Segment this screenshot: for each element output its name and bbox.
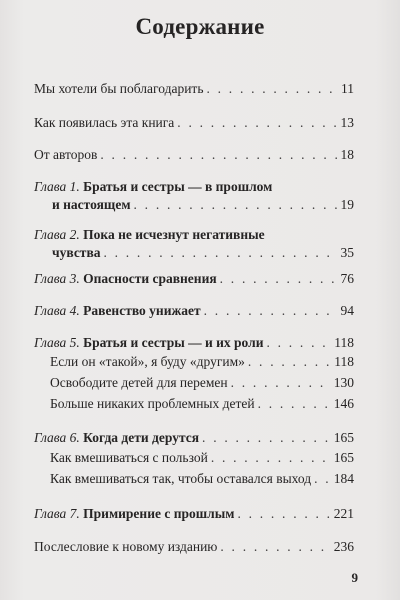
toc-page-number: 130 xyxy=(333,375,354,390)
dot-leader xyxy=(314,470,331,488)
toc-chapter-entry xyxy=(34,226,354,262)
toc-entry-title-cont: и настоящем xyxy=(52,197,131,212)
toc-page-number: 35 xyxy=(340,245,354,260)
toc-entry xyxy=(34,114,354,132)
toc-entry-title: Мы хотели бы поблагодарить xyxy=(34,81,204,96)
toc-chapter-entry xyxy=(34,334,354,352)
page-title: Содержание xyxy=(135,14,265,39)
dot-leader xyxy=(248,353,331,371)
toc-entry-title: От авторов xyxy=(34,147,98,162)
toc-entry-title: Братья и сестры — в прошлом xyxy=(83,179,273,194)
toc-entry-title: Опасности сравнения xyxy=(83,271,217,286)
toc-subentry xyxy=(50,470,354,488)
toc-subentry xyxy=(50,353,354,371)
toc-entry-title: Примирение с прошлым xyxy=(83,506,235,521)
toc-page-number: 184 xyxy=(333,471,354,486)
dot-leader xyxy=(237,505,330,523)
toc-chapter-entry xyxy=(34,302,354,320)
toc-entry-title: Если он «такой», я буду «другим» xyxy=(50,354,245,369)
toc-page-number: 94 xyxy=(340,303,354,318)
dot-leader xyxy=(220,270,338,288)
toc-page-number: 118 xyxy=(334,335,354,350)
toc-entry-title: Как появилась эта книга xyxy=(34,115,175,130)
chapter-number: Глава 7. xyxy=(34,506,80,521)
chapter-number: Глава 4. xyxy=(34,303,80,318)
toc-chapter-entry xyxy=(34,178,354,214)
toc-page-number: 76 xyxy=(340,271,354,286)
dot-leader xyxy=(266,334,331,352)
dot-leader xyxy=(134,196,338,214)
toc-chapter-entry xyxy=(34,429,354,447)
dot-leader xyxy=(231,374,331,392)
dot-leader xyxy=(220,538,330,556)
toc-entry xyxy=(34,80,354,98)
dot-leader xyxy=(258,395,331,413)
toc-entry-title: Как вмешиваться так, чтобы оставался выход xyxy=(50,471,312,486)
toc-page-number: 236 xyxy=(333,539,354,554)
toc-entry-title-cont: чувства xyxy=(52,245,101,260)
chapter-number: Глава 1. xyxy=(34,179,80,194)
toc-chapter-entry xyxy=(34,505,354,523)
toc-entry xyxy=(34,146,354,164)
toc-subentry xyxy=(50,449,354,467)
toc-page-number: 13 xyxy=(340,115,354,130)
dot-leader xyxy=(211,449,331,467)
dot-leader xyxy=(202,429,331,447)
toc-page-number: 165 xyxy=(333,430,354,445)
toc-entry-title: Пока не исчезнут негативные xyxy=(83,227,265,242)
dot-leader xyxy=(207,80,339,98)
toc-entry-title: Когда дети дерутся xyxy=(83,430,200,445)
toc-subentry xyxy=(50,395,354,413)
page-number: 9 xyxy=(351,570,358,585)
toc-chapter-entry xyxy=(34,270,354,288)
toc-page-number: 165 xyxy=(333,450,354,465)
toc-entry-title: Братья и сестры — и их роли xyxy=(83,335,264,350)
toc-subentry xyxy=(50,374,354,392)
dot-leader xyxy=(177,114,337,132)
toc-entry-title: Как вмешиваться с пользой xyxy=(50,450,208,465)
toc-entry-title: Больше никаких проблемных детей xyxy=(50,396,255,411)
toc-page-number: 11 xyxy=(341,81,354,96)
toc-entry-title: Послесловие к новому изданию xyxy=(34,539,218,554)
dot-leader xyxy=(100,146,337,164)
toc-entry-title: Равенство унижает xyxy=(83,303,201,318)
toc-entry-title: Освободите детей для перемен xyxy=(50,375,228,390)
toc-page-number: 221 xyxy=(333,506,354,521)
dot-leader xyxy=(204,302,338,320)
chapter-number: Глава 3. xyxy=(34,271,80,286)
chapter-number: Глава 6. xyxy=(34,430,80,445)
chapter-number: Глава 2. xyxy=(34,227,80,242)
toc-page-number: 118 xyxy=(334,354,354,369)
chapter-number: Глава 5. xyxy=(34,335,80,350)
toc-page-number: 18 xyxy=(340,147,354,162)
toc-page-number: 19 xyxy=(340,197,354,212)
toc-page-number: 146 xyxy=(333,396,354,411)
toc-entry xyxy=(34,538,354,556)
dot-leader xyxy=(103,244,337,262)
